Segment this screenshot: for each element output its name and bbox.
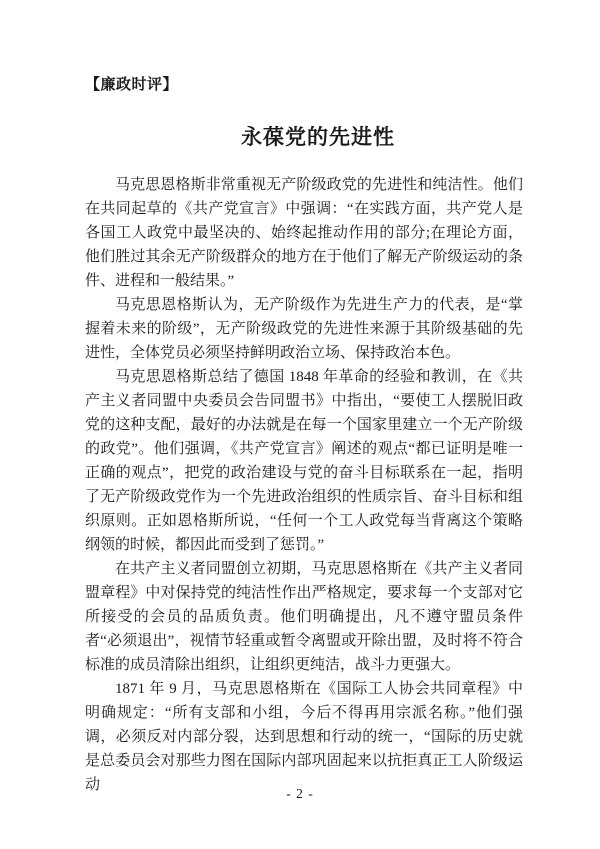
document-body	[85, 173, 523, 797]
body-paragraph: 马克思恩格斯总结了德国 1848 年革命的经验和教训，在《共产主义者同盟中央委员会告同盟书》中指出，“要使工人摆脱旧政党的这种支配，最好的办法就是在每一个国家里建立一个无产阶级的政党”。他们强调，《共产党宣言》阐述的观点“都已证明是唯一正确的观点”，把党的政治建设与党的奋斗目标联系在一起，指明了无产阶级政党作为一个先进政治组织的性质宗旨、奋斗目标和组织原则。正如恩格斯所说，“任何一个工人政党每当背离这个策略纲领的时候，都因此而受到了惩罚。”	[85, 369, 523, 553]
page-title: 永葆党的先进性	[241, 125, 395, 149]
body-paragraph: 马克思恩格斯非常重视无产阶级政党的先进性和纯洁性。他们在共同起草的《共产党宣言》中强调：“在实践方面，共产党人是各国工人政党中最坚决的、始终起推动作用的部分;在理论方面，他们胜过其余无产阶级群众的地方在于他们了解无产阶级运动的条件、进程和一般结果。”	[85, 177, 523, 289]
body-paragraph: 马克思恩格斯认为，无产阶级作为先进生产力的代表，是“掌握着未来的阶级”，无产阶级政党的先进性来源于其阶级基础的先进性，全体党员必须坚持鲜明政治立场、保持政治本色。	[85, 297, 523, 361]
page-number: - 2 -	[286, 786, 314, 801]
section-label: 【廉政时评】	[85, 77, 179, 93]
body-paragraph: 在共产主义者同盟创立初期，马克思恩格斯在《共产主义者同盟章程》中对保持党的纯洁性作出严格规定，要求每一个支部对它所接受的会员的品质负责。他们明确提出，凡不遵守盟员条件者“必须退出”，视情节轻重或暂令离盟或开除出盟，及时将不符合标准的成员清除出组织，让组织更纯洁，战斗力更强大。	[85, 561, 523, 673]
body-paragraph: 1871 年 9 月，马克思恩格斯在《国际工人协会共同章程》中明确规定：“所有支部和小组，今后不得再用宗派名称。”他们强调，必须反对内部分裂，达到思想和行动的统一，“国际的历史就是总委员会对那些力图在国际内部巩固起来以抗拒真正工人阶级运动	[85, 681, 523, 793]
